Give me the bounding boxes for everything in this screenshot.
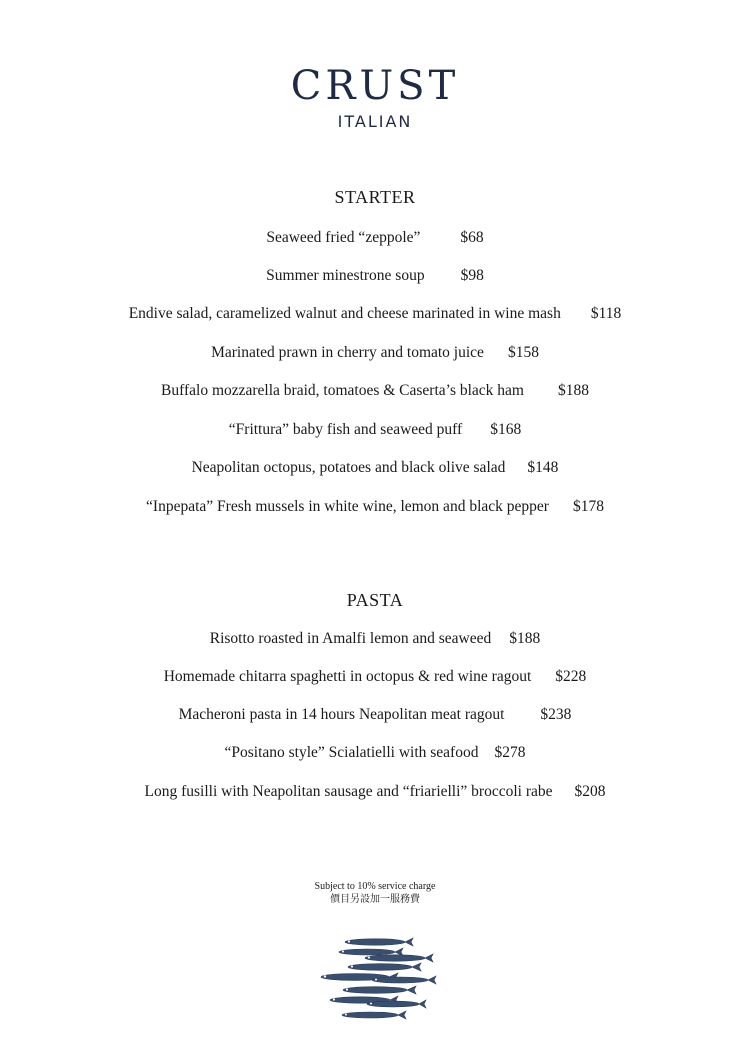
menu-item bbox=[0, 420, 750, 440]
service-note bbox=[0, 880, 750, 906]
menu-item-name: “Frittura” baby fish and seaweed puff bbox=[228, 421, 463, 438]
menu-item-name: Macheroni pasta in 14 hours Neapolitan meat ragout bbox=[178, 706, 505, 723]
menu-item bbox=[0, 629, 750, 649]
menu-item-name: Summer minestrone soup bbox=[266, 267, 425, 284]
menu-item-price: $228 bbox=[555, 668, 587, 685]
fish-icon bbox=[342, 1011, 406, 1019]
menu-item bbox=[0, 458, 750, 478]
menu-item-name: Neapolitan octopus, potatoes and black olive salad bbox=[191, 459, 506, 476]
menu-item-price: $148 bbox=[527, 459, 559, 476]
menu-item-price: $188 bbox=[509, 630, 541, 647]
menu-item-name: “Positano style” Scialatielli with seafood bbox=[224, 744, 479, 761]
menu-item bbox=[0, 497, 750, 517]
menu-item bbox=[0, 381, 750, 401]
fish-icon bbox=[343, 986, 416, 994]
menu-item bbox=[0, 343, 750, 363]
menu-item-price: $278 bbox=[494, 744, 526, 761]
menu-item-price: $118 bbox=[590, 305, 622, 322]
menu-item bbox=[0, 304, 750, 324]
section-title-pasta: PASTA bbox=[346, 590, 404, 610]
menu-item-name: Endive salad, caramelized walnut and cheese marinated in wine mash bbox=[128, 305, 561, 322]
service-note-en: Subject to 10% service charge bbox=[314, 881, 436, 892]
menu-item bbox=[0, 743, 750, 763]
fish-icon bbox=[345, 938, 413, 946]
menu-item-name: Marinated prawn in cherry and tomato juice bbox=[211, 344, 484, 361]
menu-item-price: $68 bbox=[460, 229, 484, 246]
menu-item-name: Buffalo mozzarella braid, tomatoes & Caserta’s black ham bbox=[161, 382, 524, 399]
menu-item-price: $158 bbox=[507, 344, 539, 361]
menu-item bbox=[0, 782, 750, 802]
section-title-starter: STARTER bbox=[334, 187, 416, 207]
menu-item-name: Seaweed fried “zeppole” bbox=[266, 229, 421, 246]
brand-subtitle: ITALIAN bbox=[337, 112, 413, 131]
menu-item bbox=[0, 667, 750, 687]
menu-item-name: “Inpepata” Fresh mussels in white wine, lemon and black pepper bbox=[146, 498, 549, 515]
menu-item-price: $238 bbox=[540, 706, 572, 723]
menu-item-name: Long fusilli with Neapolitan sausage and “friarielli” broccoli rabe bbox=[144, 783, 553, 800]
fish-icon bbox=[348, 963, 421, 971]
menu-item-price: $208 bbox=[574, 783, 606, 800]
brand-name: CRUST bbox=[290, 63, 460, 109]
menu-item-price: $98 bbox=[460, 267, 484, 284]
menu-item-name: Risotto roasted in Amalfi lemon and seaweed bbox=[209, 630, 492, 647]
fish-icon bbox=[365, 954, 433, 962]
menu-item-price: $188 bbox=[557, 382, 589, 399]
menu-item-name: Homemade chitarra spaghetti in octopus & red wine ragout bbox=[163, 668, 532, 685]
menu-item bbox=[0, 705, 750, 725]
service-note-zh: 價目另設加一服務費 bbox=[330, 894, 420, 905]
logo bbox=[0, 62, 750, 131]
menu-item bbox=[0, 266, 750, 286]
menu-item-price: $168 bbox=[490, 421, 522, 438]
menu-item-price: $178 bbox=[572, 498, 604, 515]
menu-item bbox=[0, 228, 750, 248]
anchovy-school-icon bbox=[305, 930, 445, 1025]
